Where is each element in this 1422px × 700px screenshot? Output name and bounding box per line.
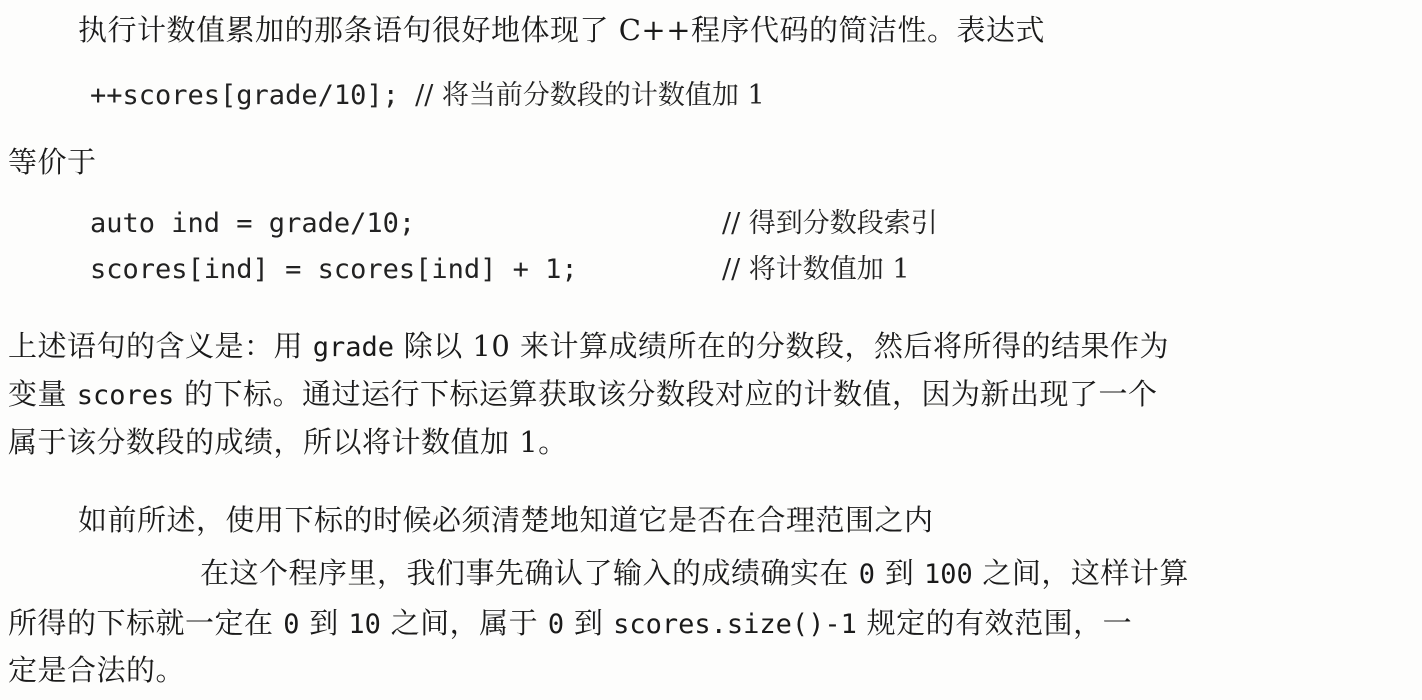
- paragraph-4-line-3: [8, 603, 1132, 645]
- paragraph-4-line-2: [200, 553, 1189, 595]
- text-span: 的下标。通过运行下标运算获取该分数段对应的计数值，因为新出现了一个: [174, 377, 1158, 411]
- inline-code-0: 0: [858, 559, 875, 590]
- code-block-1: [90, 78, 765, 114]
- paragraph-4-line-4: 定是合法的。: [8, 653, 186, 687]
- text-span: 之间，这样计算: [972, 556, 1189, 590]
- text-span: 规定的有效范围，一: [856, 606, 1133, 640]
- code-1-statement: ++scores[grade/10];: [90, 80, 416, 111]
- inline-code-scores: scores: [76, 380, 175, 411]
- text-span: 到: [299, 606, 349, 640]
- text-span: 到: [875, 556, 924, 590]
- code-block-2-line-2: [90, 252, 1090, 288]
- inline-code-0: 0: [283, 609, 300, 640]
- text-span: 到: [564, 606, 614, 640]
- paragraph-3-line-3: 属于该分数段的成绩，所以将计数值加 1。: [8, 425, 568, 459]
- paragraph-4-line-1: 如前所述，使用下标的时候必须清楚地知道它是否在合理范围之内: [78, 503, 934, 537]
- inline-code-grade: grade: [312, 332, 394, 363]
- paragraph-3-line-1: [8, 326, 1169, 368]
- paragraph-1-line-1: 执行计数值累加的那条语句很好地体现了 C++程序代码的简洁性。表达式: [78, 13, 1046, 47]
- text-span: 除以 10 来计算成绩所在的分数段，然后将所得的结果作为: [394, 329, 1170, 363]
- code-1-comment: // 将当前分数段的计数值加 1: [415, 80, 765, 111]
- code-2-line-1-comment: // 得到分数段索引: [722, 208, 938, 239]
- text-span: 所得的下标就一定在: [8, 606, 284, 640]
- inline-code-10: 10: [348, 609, 381, 640]
- text-span: 之间，属于: [380, 606, 548, 640]
- code-2-line-1-statement: auto ind = grade/10;: [90, 208, 416, 239]
- inline-code-0: 0: [547, 609, 565, 640]
- inline-code-scores-size: scores.size()-1: [613, 609, 857, 640]
- code-2-line-2-statement: scores[ind] = scores[ind] + 1;: [90, 254, 578, 285]
- code-block-2-line-1: [90, 206, 1090, 242]
- text-span: 变量: [8, 377, 77, 411]
- paragraph-2: 等价于: [8, 145, 97, 179]
- text-span: 上述语句的含义是：用: [8, 329, 313, 363]
- inline-code-100: 100: [923, 559, 973, 590]
- text-span: 在这个程序里，我们事先确认了输入的成绩确实在: [200, 556, 859, 590]
- paragraph-3-line-2: [8, 374, 1158, 416]
- code-2-line-2-comment: // 将计数值加 1: [722, 254, 910, 285]
